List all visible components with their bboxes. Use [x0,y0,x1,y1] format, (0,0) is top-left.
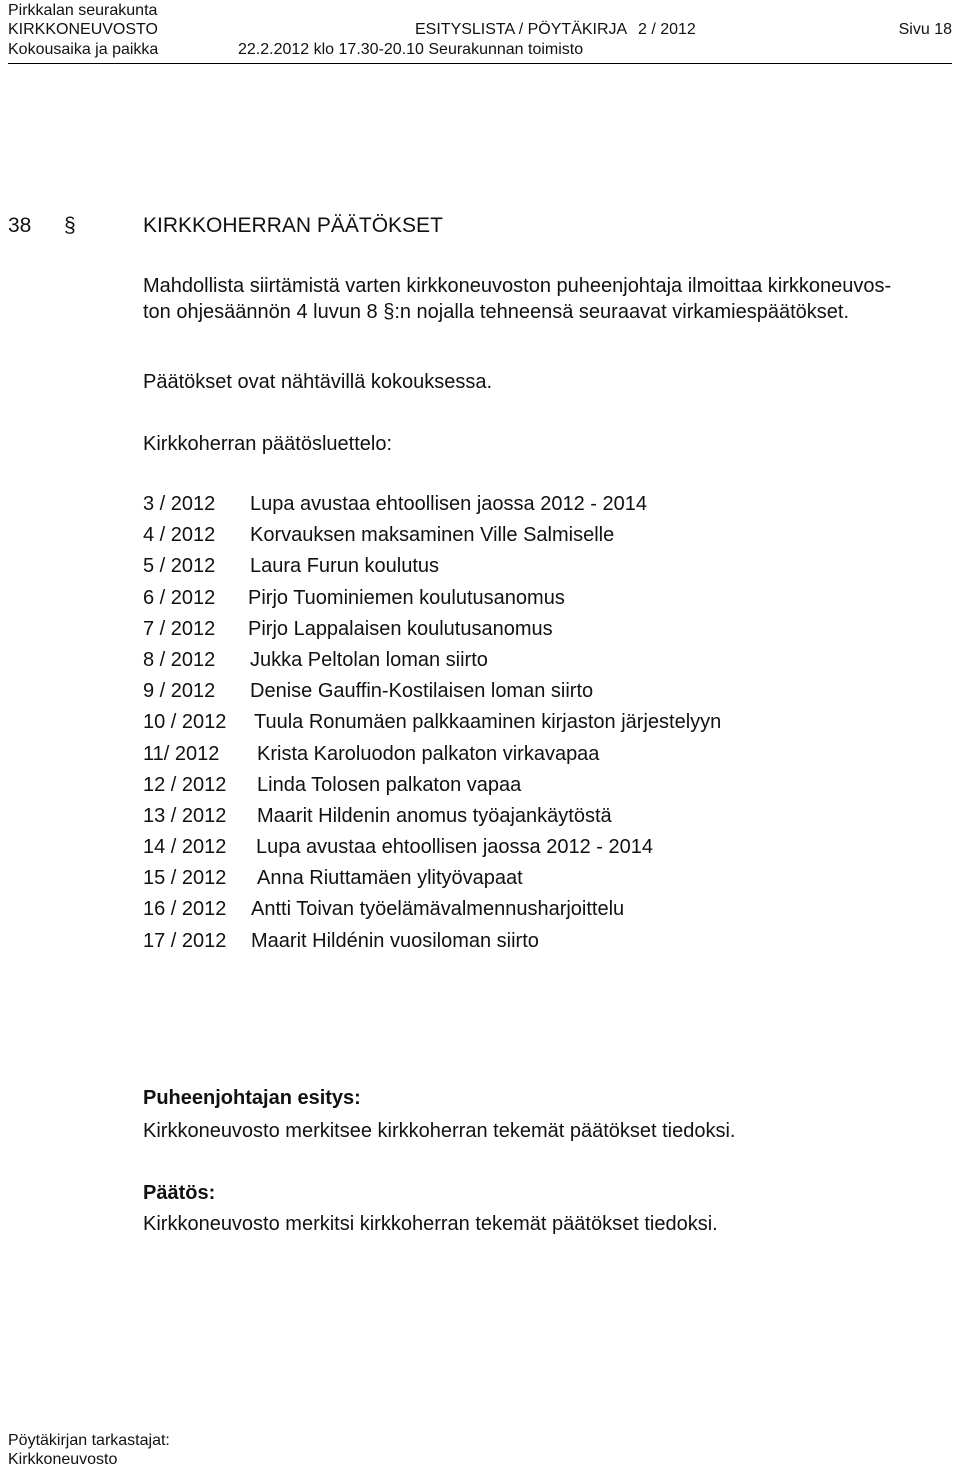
decision-number: 6 / 2012 [143,586,216,609]
decision-number: 8 / 2012 [143,648,216,671]
header-doc-number: 2 / 2012 [638,21,696,38]
decision-number: 13 / 2012 [143,804,227,827]
decision-number: 10 / 2012 [143,711,227,734]
header-time-value: 22.2.2012 klo 17.30-20.10 Seurakunnan toimisto [238,41,584,58]
header-doc-type: ESITYSLISTA / PÖYTÄKIRJA [415,21,628,38]
decision-number: 16 / 2012 [143,898,227,921]
header-page-number: Sivu 18 [898,21,952,38]
header-time-label: Kokousaika ja paikka [8,41,159,58]
decision-text: Pirjo Lappalaisen koulutusanomus [248,617,553,640]
decision-number: 12 / 2012 [143,773,227,796]
header-body: KIRKKONEUVOSTO [8,21,158,38]
header-row-main [8,21,952,43]
decision-text: Pirjo Tuominiemen koulutusanomus [248,586,565,609]
decision-number: 9 / 2012 [143,680,216,703]
decision-text: Antti Toivan työelämävalmennusharjoittelu [251,898,625,921]
intro-paragraph [143,273,891,325]
decision-number: 4 / 2012 [143,524,216,547]
decision-number: 5 / 2012 [143,555,216,578]
decision-number: 14 / 2012 [143,836,227,859]
proposal-label: Puheenjohtajan esitys: [143,1087,361,1109]
decision-text: Korvauksen maksaminen Ville Salmiselle [250,524,615,547]
decision-text: Jukka Peltolan loman siirto [250,648,488,671]
decision-text: Krista Karoluodon palkaton virkavapaa [257,742,600,765]
section-symbol: § [64,214,76,237]
decision-text: Tuula Ronumäen palkkaaminen kirjaston järjestelyyn [254,711,722,734]
decision-number: 17 / 2012 [143,929,227,952]
decision-text-final: Kirkkoneuvosto merkitsi kirkkoherran tekemät päätökset tiedoksi. [143,1213,718,1235]
header-org: Pirkkalan seurakunta [8,2,158,19]
proposal-text: Kirkkoneuvosto merkitsee kirkkoherran tekemät päätökset tiedoksi. [143,1120,736,1142]
decision-number: 7 / 2012 [143,617,216,640]
footer-label: Pöytäkirjan tarkastajat: [8,1432,170,1449]
decision-text: Linda Tolosen palkaton vapaa [257,773,522,796]
footer-value: Kirkkoneuvosto [8,1451,118,1468]
decision-text: Maarit Hildénin vuosiloman siirto [251,929,539,952]
section-title: KIRKKOHERRAN PÄÄTÖKSET [143,214,443,237]
decision-text: Maarit Hildenin anomus työajankäytöstä [257,804,612,827]
decision-text: Lupa avustaa ehtoollisen jaossa 2012 - 2014 [256,836,653,859]
decision-text: Laura Furun koulutus [250,555,440,578]
intro-line-2: ton ohjesäännön 4 luvun 8 §:n nojalla tehneensä seuraavat virkamiespäätökset. [143,301,850,323]
intro-line-1: Mahdollista siirtämistä varten kirkkoneuvoston puheenjohtaja ilmoittaa kirkkoneuvos- [143,275,892,297]
section-number: 38 [8,214,32,237]
decision-label: Päätös: [143,1182,216,1204]
header-row-meeting [8,41,952,64]
decision-text: Anna Riuttamäen ylityövapaat [257,867,523,890]
available-note: Päätökset ovat nähtävillä kokouksessa. [143,371,493,393]
decision-number: 11/ 2012 [143,742,220,765]
decision-text: Denise Gauffin-Kostilaisen loman siirto [250,680,594,703]
decision-number: 15 / 2012 [143,867,227,890]
decision-number: 3 / 2012 [143,493,216,515]
list-heading: Kirkkoherran päätösluettelo: [143,433,393,455]
decision-text: Lupa avustaa ehtoollisen jaossa 2012 - 2014 [250,493,647,515]
